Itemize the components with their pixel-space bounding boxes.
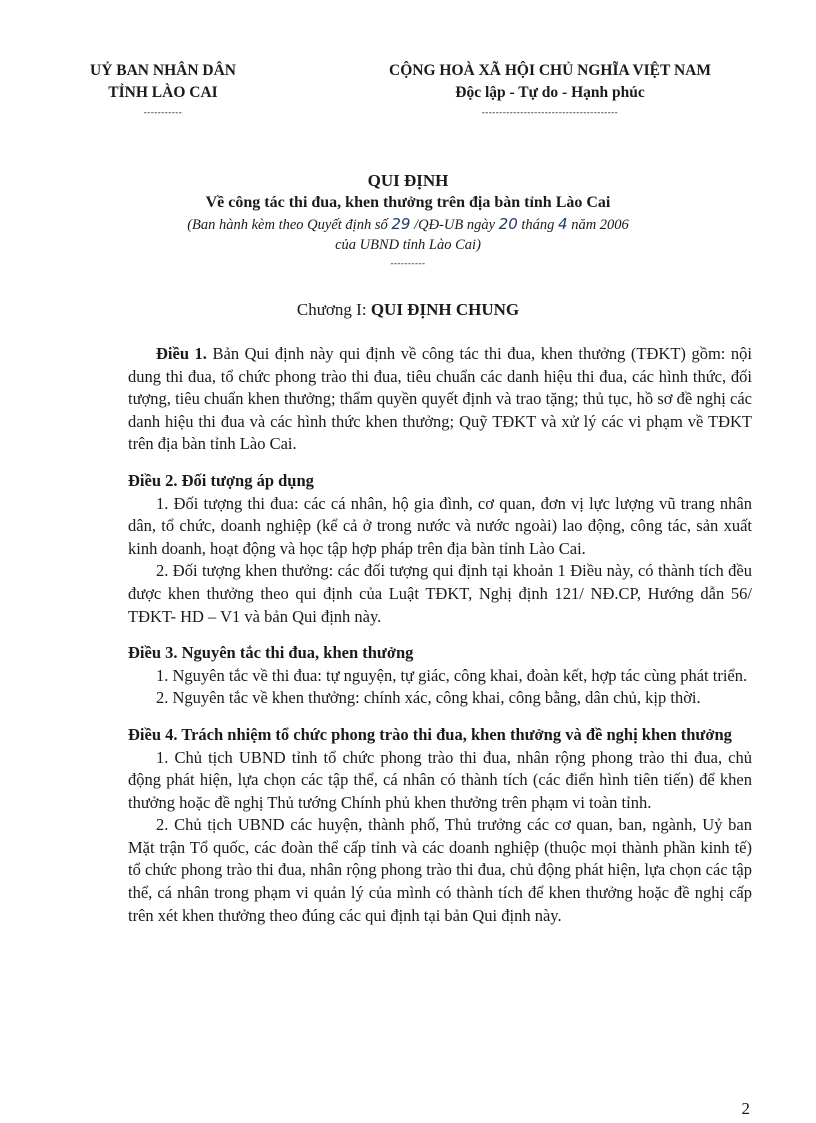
article-3-title: Điều 3. Nguyên tắc thi đua, khen thưởng	[128, 643, 414, 663]
authority-line-1: UỶ BAN NHÂN DÂN	[90, 62, 236, 79]
chapter-name: QUI ĐỊNH CHUNG	[370, 300, 520, 319]
article-3-clause-1: 1. Nguyên tắc về thi đua: tự nguyện, tự giác, công khai, đoàn kết, hợp tác cùng phát triển.	[156, 665, 748, 685]
title-rule: ----------	[390, 258, 426, 268]
document-body	[128, 343, 752, 927]
article-3-clause-2: 2. Nguyên tắc về khen thưởng: chính xác, công khai, công bằng, dân chủ, kịp thời.	[156, 688, 701, 708]
article-2-title: Điều 2. Đối tượng áp dụng	[128, 470, 314, 490]
issuance-note	[60, 214, 756, 235]
decision-number-handwritten: 29	[391, 215, 411, 233]
issuance-text-b: /QĐ-UB ngày	[414, 217, 496, 233]
authority-rule: -----------	[143, 107, 183, 117]
issuance-text-c: tháng	[521, 217, 555, 233]
document-title-block	[60, 170, 756, 269]
motto: Độc lập - Tự do - Hạnh phúc	[455, 84, 645, 101]
chapter-heading	[60, 298, 756, 322]
article-1-text: Bản Qui định này qui định về công tác thi đua, khen thưởng (TĐKT) gồm: nội dung thi đua, tổ chức phong trào thi đua, tiêu chuẩn các danh hiệu thi đua, các hình thức, đối tượng, tiêu chuẩn khen thưởng; thẩm quyền quyết định và trao tặng; thủ tục, hồ sơ đề nghị các danh hiệu thi đua và các hình thức khen thưởng; Quỹ TĐKT và xử lý các vi phạm về TĐKT trên địa bàn tỉnh Lào Cai.	[128, 344, 753, 454]
document-title: QUI ĐỊNH	[367, 171, 449, 190]
document-subtitle: Về công tác thi đua, khen thưởng trên địa bàn tỉnh Lào Cai	[205, 194, 611, 211]
issuance-note-line-2: của UBND tỉnh Lào Cai)	[335, 237, 481, 253]
country-name: CỘNG HOÀ XÃ HỘI CHỦ NGHĨA VIỆT NAM	[389, 62, 711, 79]
article-1	[128, 343, 752, 456]
month-handwritten: 4	[558, 215, 568, 233]
article-4-title: Điều 4. Trách nhiệm tổ chức phong trào thi đua, khen thưởng và đề nghị khen thưởng	[128, 724, 732, 744]
national-motto	[300, 60, 800, 118]
issuance-text-d: năm 2006	[571, 217, 629, 233]
article-1-label: Điều 1.	[156, 344, 207, 363]
authority-line-2: TỈNH LÀO CAI	[108, 84, 218, 101]
article-2-clause-2: 2. Đối tượng khen thưởng: các đối tượng qui định tại khoản 1 Điều này, có thành tích đều được khen thưởng theo qui định của Luật TĐKT, Nghị định 121/ NĐ.CP, Hướng dẫn 56/ TĐKT- HD – V1 và bản Qui định này.	[128, 561, 752, 626]
article-4-clause-2: 2. Chủ tịch UBND các huyện, thành phố, Thủ trưởng các cơ quan, ban, ngành, Uỷ ban Mặt trận Tổ quốc, các đoàn thể cấp tỉnh và các doanh nghiệp (thuộc mọi thành phần kinh tế) tổ chức phong trào thi đua, nhân rộng phong trào thi đua, chủ động phát hiện, lựa chọn các tập thể, cá nhân trong phạm vi quản lý của mình có thành tích để khen thưởng hoặc đề nghị cấp trên xét khen thưởng theo đúng các qui định tại bản Qui định này.	[128, 815, 752, 925]
article-4-clause-1: 1. Chủ tịch UBND tỉnh tổ chức phong trào thi đua, nhân rộng phong trào thi đua, chủ động phát hiện, lựa chọn các tập thể, cá nhân có thành tích (các điển hình tiên tiến) để khen thưởng hoặc đề nghị Thủ tướng Chính phủ khen thưởng trên phạm vi toàn tỉnh.	[128, 747, 752, 812]
page-number: 2	[741, 1099, 750, 1118]
chapter-prefix: Chương I:	[296, 300, 367, 319]
issuance-text-a: (Ban hành kèm theo Quyết định số	[187, 217, 388, 233]
day-handwritten: 20	[498, 215, 518, 233]
motto-rule: ---------------------------------------	[481, 107, 619, 117]
issuing-authority	[68, 60, 258, 118]
article-2-clause-1: 1. Đối tượng thi đua: các cá nhân, hộ gia đình, cơ quan, đơn vị lực lượng vũ trang nhân dân, tổ chức, doanh nghiệp (kể cả ở trong nước và nước ngoài) lao động, công tác, sản xuất kinh doanh, hoạt động và học tập hợp pháp trên địa bàn tỉnh Lào Cai.	[128, 493, 752, 558]
